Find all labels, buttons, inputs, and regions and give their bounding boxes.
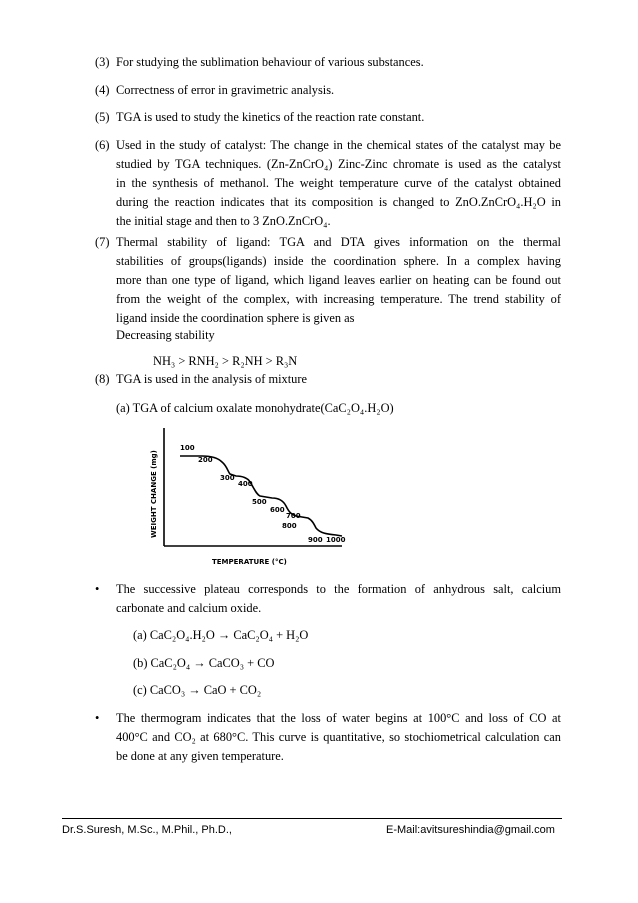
x-axis-label: TEMPERATURE (°C) [212,558,287,566]
bullet-text [116,709,561,766]
curve-annotation: 600 [270,506,285,514]
paragraph-line: stabilities of groups(ligands) inside the coordination sphere. In a complex having [116,254,561,268]
paragraph-line: 400°C and CO₂ at 680°C. This curve is quantitative, so stochiometrical calculation can [116,730,561,744]
curve-annotation: 100 [180,444,195,452]
bullet-point [95,709,561,766]
item-number: (5) [95,110,110,124]
paragraph-line: in the synthesis of methanol. The weight temperature curve of the catalyst obtained [116,176,561,190]
paragraph-line: during the reaction indicates that its composition is changed to ZnO.ZnCrO₄.H₂O in [116,195,561,209]
curve-annotation: 500 [252,498,267,506]
bullet-point [95,580,561,618]
y-axis-label: WEIGHT CHANGE (mg) [150,450,158,538]
item-paragraph [116,233,561,328]
curve-annotation: 900 [308,536,323,544]
bullet-text [116,580,561,618]
item-text: TGA is used in the analysis of mixture [116,372,307,386]
footer-author: Dr.S.Suresh, M.Sc., M.Phil., Ph.D., [62,824,232,836]
sub-item-a: (a) TGA of calcium oxalate monohydrate(CaC₂O₄.H₂O) [116,401,394,415]
paragraph-line: The thermogram indicates that the loss of water begins at 100°C and loss of CO at [116,711,561,725]
curve-annotation: 700 [286,512,301,520]
tga-thermogram-figure [140,420,350,570]
paragraph-line: the initial stage and then to 3 ZnO.ZnCrO₄. [116,214,331,228]
thermogram-curve [180,456,342,536]
list-item-4 [95,81,561,100]
reaction-b: (b) CaC₂O₄ → CaCO₃ + CO [133,656,275,670]
item-number: (7) [95,235,110,249]
decreasing-stability-label: Decreasing stability [116,328,215,342]
list-item-3 [95,53,561,72]
paragraph-line: from the weight of the complex, with increasing temperature. The trend stability of [116,292,561,306]
bullet-symbol: • [95,582,100,596]
item-number: (6) [95,138,110,152]
item-number: (8) [95,372,110,386]
footer-divider [62,818,562,819]
paragraph-line: Used in the study of catalyst: The change in the chemical states of the catalyst may be [116,138,561,152]
footer-email: E-Mail:avitsureshindia@gmail.com [386,824,555,836]
stability-order: NH₃ > RNH₂ > R₂NH > R₃N [153,354,298,368]
item-number: (4) [95,83,110,97]
item-paragraph [116,136,561,231]
item-text: For studying the sublimation behaviour of various substances. [116,55,424,69]
paragraph-line: carbonate and calcium oxide. [116,601,262,615]
list-item-6 [95,136,561,231]
reaction-a: (a) CaC₂O₄.H₂O → CaC₂O₄ + H₂O [133,628,309,642]
curve-annotation: 400 [238,480,253,488]
item-text: Correctness of error in gravimetric analysis. [116,83,335,97]
curve-annotation: 300 [220,474,235,482]
list-item-7 [95,233,561,328]
item-text: TGA is used to study the kinetics of the reaction rate constant. [116,110,425,124]
curve-annotation: 800 [282,522,297,530]
curve-annotation: 200 [198,456,213,464]
item-number: (3) [95,55,110,69]
paragraph-line: be done at any given temperature. [116,749,284,763]
paragraph-line: The successive plateau corresponds to the formation of anhydrous salt, calcium [116,582,561,596]
paragraph-line: studied by TGA techniques. (Zn-ZnCrO₄) Zinc-Zinc chromate is used as the catalyst [116,157,561,171]
list-item-8 [95,370,561,389]
curve-annotation: 1000 [326,536,346,544]
reaction-c: (c) CaCO₃ → CaO + CO₂ [133,683,262,697]
paragraph-line: more than one type of ligand, which ligand leaves earlier on heating can be found out [116,273,561,287]
paragraph-line: Thermal stability of ligand: TGA and DTA gives information on the thermal [116,235,561,249]
bullet-symbol: • [95,711,100,725]
list-item-5 [95,108,561,127]
paragraph-line: ligand inside the coordination sphere is given as [116,311,355,325]
